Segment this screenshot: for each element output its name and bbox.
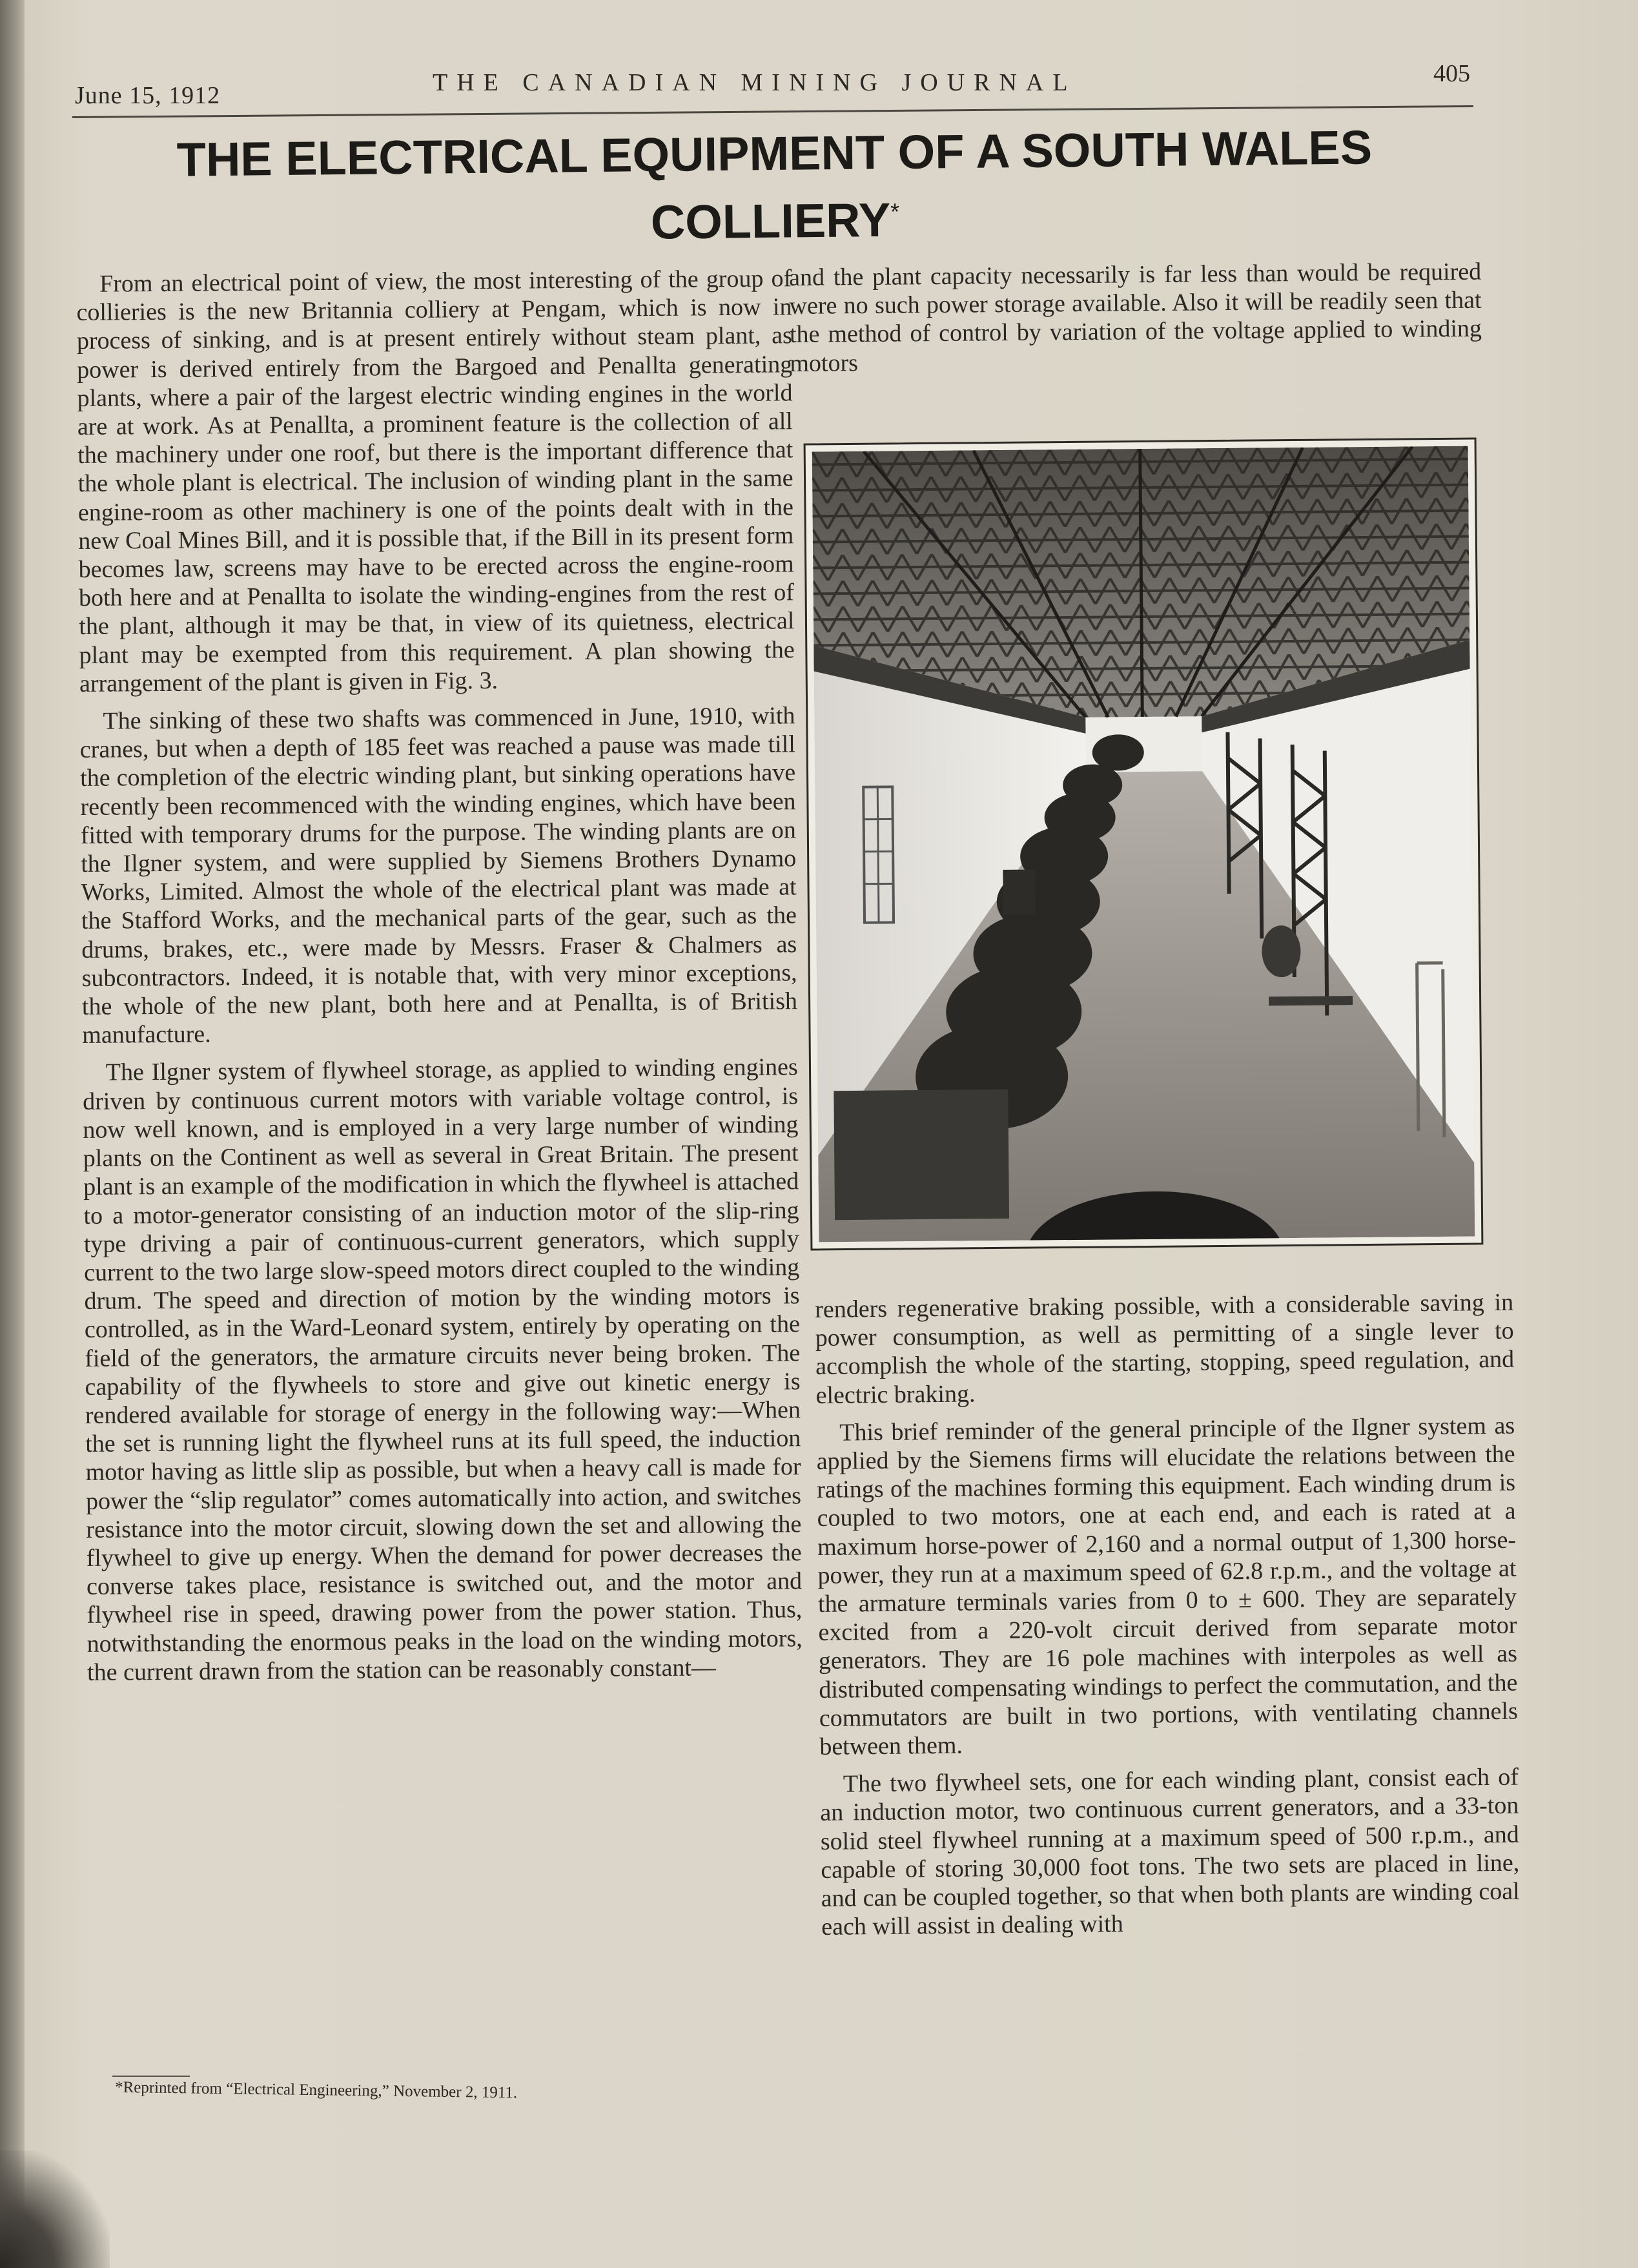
paragraph: and the plant capacity necessarily is far less than would be required were no such power storage available. Also it will be readily seen that the method of control by variation of the voltage applied to winding motors bbox=[789, 258, 1482, 377]
header-date: June 15, 1912 bbox=[75, 82, 221, 109]
engine-room-photograph bbox=[804, 437, 1484, 1250]
paragraph: This brief reminder of the general principle of the Ilgner system as applied by the Siemens firms will elucidate the relations between the ratings of the machines forming this equipment. Each winding drum is coupled to two motors, one at each end, and each is rated at a maximum horse-power of 2,160 and a normal output of 1,300 horse-power, they run at a maximum speed of 62.8 r.p.m., and the voltage at the armature terminals varies from 0 to ± 600. They are separately excited from a 220-volt circuit derived from separate motor generators. They are 16 pole machines with interpoles as well as distributed compensating windings to perfect the commutation, and the commutators are built in two portions, with ventilating channels between them. bbox=[816, 1412, 1519, 1761]
drum-housing bbox=[834, 1089, 1009, 1220]
left-column bbox=[76, 264, 803, 1696]
header-journal-name: THE CANADIAN MINING JOURNAL bbox=[433, 69, 1077, 96]
paragraph: renders regenerative braking possible, with a considerable saving in power consumption, as well as permitting of a single lever to accomplish the whole of the starting, stopping, speed regulation, and electric braking. bbox=[815, 1288, 1515, 1409]
page-header bbox=[71, 59, 1479, 111]
article-title-text: THE ELECTRICAL EQUIPMENT OF A SOUTH WALES COLLIERY bbox=[176, 120, 1373, 249]
paragraph: The sinking of these two shafts was commenced in June, 1910, with cranes, but when a depth of 185 feet was reached a pause was made till the completion of the electric winding plant, but sinking operations have recently been recommenced with the winding engines, which have been fitted with temporary drums for the purpose. The winding plants are on the Ilgner system, and were supplied by Siemens Brothers Dynamo Works, Limited. Almost the whole of the electrical plant was made at the Stafford Works, and the mechanical parts of the gear, such as the drums, brakes, etc., were made by Messrs. Fraser & Chalmers as subcontractors. Indeed, it is notable that, with very minor exceptions, the whole of the new plant, both here and at Penallta, is of British manufacture. bbox=[79, 702, 798, 1049]
binding-edge bbox=[0, 0, 25, 2268]
engine-room-photo-image bbox=[812, 446, 1475, 1242]
right-column-bottom bbox=[815, 1288, 1520, 1951]
title-footnote-mark: * bbox=[890, 198, 900, 225]
switch-cabinet bbox=[1003, 869, 1036, 914]
footnote-rule bbox=[112, 2076, 190, 2077]
article-title bbox=[96, 117, 1453, 258]
footnote: *Reprinted from “Electrical Engineering,” November 2, 1911. bbox=[114, 2078, 518, 2102]
paragraph: The Ilgner system of flywheel storage, as applied to winding engines driven by continuous current motors with variable voltage control, is now well known, and is employed in a very large number of winding plants on the Continent as well as several in Great Britain. The present plant is an example of the modification in which the flywheel is attached to a motor-generator consisting of an induction motor of the slip-ring type driving a pair of continuous-current generators, which supply current to the two large slow-speed motors direct coupled to the winding drum. The speed and direction of motion by the winding motors is controlled, as in the Ward-Leonard system, entirely by operating on the field of the generators, the armature circuits never being broken. The capability of the flywheels to store and give out kinetic energy is rendered available for storage of energy in the following way:—When the set is running light the flywheel runs at its full speed, the induction motor having as little slip as possible, but when a heavy call is made for power the “slip regulator” comes automatically into action, and switches resistance into the motor circuit, slowing down the set and allowing the flywheel to give up energy. When the demand for power decreases the converse takes place, resistance is switched out, and the motor and flywheel rise in speed, drawing power from the power station. Thus, notwithstanding the enormous peaks in the load on the winding motors, the current drawn from the station can be reasonably constant— bbox=[82, 1053, 803, 1686]
paragraph: From an electrical point of view, the most interesting of the group of collieries is the new Britannia colliery at Pengam, which is now in process of sinking, and is at present entirely without steam plant, as power is derived entirely from the Bargoed and Penallta generating plants, where a pair of the largest electric winding engines in the world are at work. As at Penallta, a prominent feature is the collection of all the machinery under one roof, but there is the important difference that the whole plant is electrical. The inclusion of winding plant in the same engine-room as other machinery is one of the points dealt with in the new Coal Mines Bill, and it is possible that, if the Bill in its present form becomes law, screens may have to be erected across the engine-room both here and at Penallta to isolate the winding-engines from the rest of the plant, although it may be that, in view of its quietness, electrical plant may be exempted from this requirement. A plan showing the arrangement of the plant is given in Fig. 3. bbox=[76, 265, 795, 697]
header-page-number: 405 bbox=[1433, 60, 1470, 87]
page-corner-shadow bbox=[0, 2150, 110, 2268]
paragraph: The two flywheel sets, one for each winding plant, consist each of an induction motor, two continuous current generators, and a 33-ton solid steel flywheel running at a maximum speed of 500 r.p.m., and capable of storing 30,000 foot tons. The two sets are placed in line, and can be coupled together, so that when both plants are winding coal each will assist in dealing with bbox=[820, 1763, 1520, 1941]
right-column-top bbox=[789, 258, 1482, 387]
floor-plate bbox=[1269, 996, 1353, 1005]
